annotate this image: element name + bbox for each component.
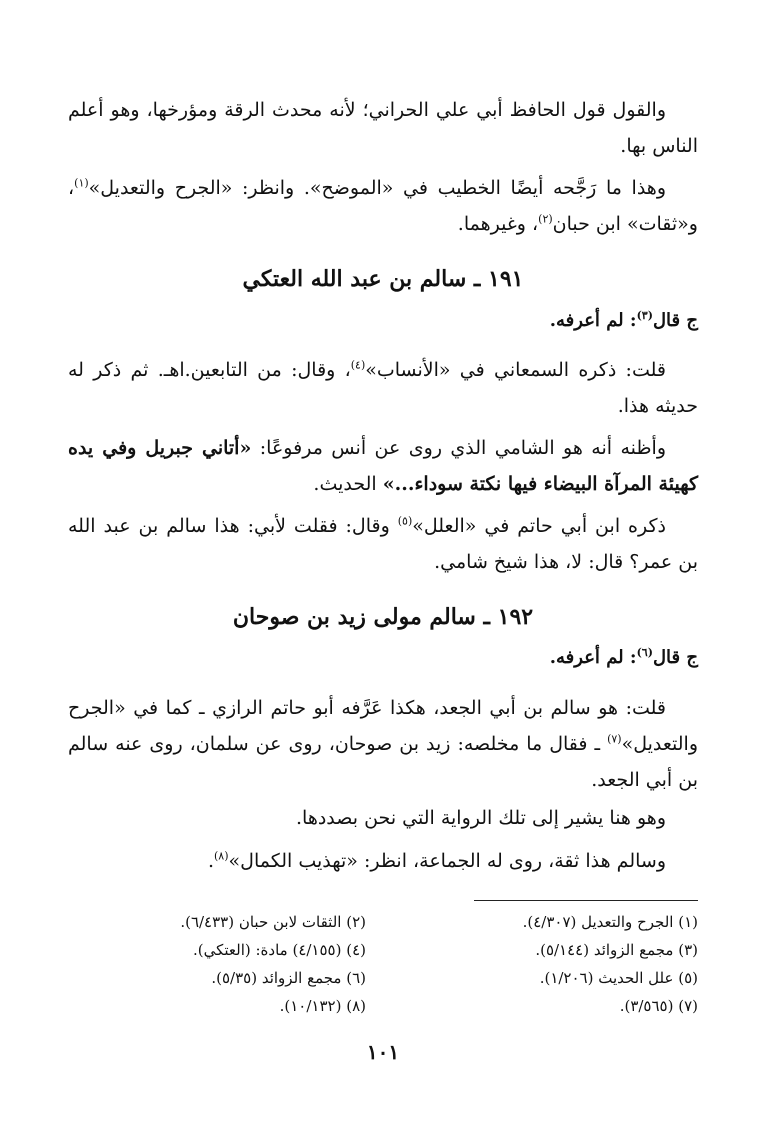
footnote-ref-6: (٦) <box>636 646 653 659</box>
entry-192-note-text: : لم أعرفه. <box>549 647 637 668</box>
footnote-8: (٨) (١٠/١٣٢). <box>279 997 366 1015</box>
paragraph-2-text-a: وهذا ما رَجَّحه أيضًا الخطيب في «الموضح». وانظر: «الجرح والتعديل» <box>88 177 666 199</box>
paragraph-4 <box>68 430 698 502</box>
paragraph-7: وهو هنا يشير إلى تلك الرواية التي نحن بصددها. <box>296 807 666 829</box>
paragraph-8-text-b: . <box>207 850 214 872</box>
page-number: ١٠١ <box>366 1040 400 1064</box>
entry-heading-191: ١٩١ ـ سالم بن عبد الله العتكي <box>242 266 524 292</box>
footnote-ref-7: (٧) <box>607 732 622 746</box>
entry-191-note-text: : لم أعرفه. <box>549 310 637 331</box>
paragraph-3-text-a: قلت: ذكره السمعاني في «الأنساب» <box>365 359 666 381</box>
entry-191-note <box>550 310 698 331</box>
paragraph-6 <box>68 690 698 798</box>
paragraph-2 <box>68 170 698 242</box>
footnote-ref-4: (٤) <box>350 358 366 372</box>
hadith-quote: «أتاني جبريل وفي يده كهيئة المرآة البيضاء فيها نكتة سوداء...» <box>68 437 698 495</box>
paragraph-1: والقول قول الحافظ أبي علي الحراني؛ لأنه محدث الرقة ومؤرخها، وهو أعلم الناس بها. <box>68 99 698 157</box>
paragraph-4-text-c: الحديث. <box>313 473 383 495</box>
paragraph-8 <box>68 843 698 879</box>
footnote-ref-1: (١) <box>74 176 89 190</box>
footnote-ref-3: (٣) <box>636 309 653 322</box>
footnote-divider <box>474 900 698 901</box>
footnote-ref-2: (٢) <box>538 212 553 226</box>
footnote-ref-5: (٥) <box>397 514 413 528</box>
entry-192-note-label: ج قال <box>652 647 698 668</box>
paragraph-4-text-a: وأظنه أنه هو الشامي الذي روى عن أنس مرفوعًا: <box>251 437 666 459</box>
paragraph-3 <box>68 352 698 424</box>
footnote-ref-8: (٨) <box>214 849 229 863</box>
paragraph-5-text-a: ذكره ابن أبي حاتم في «العلل» <box>412 515 667 537</box>
footnote-6: (٦) مجمع الزوائد (٥/٣٥). <box>211 969 366 987</box>
entry-192-note <box>550 647 698 668</box>
paragraph-2-text-b: ، و«ثقات» ابن حبان <box>68 177 698 235</box>
paragraph-2-text-c: ، وغيرهما. <box>457 213 539 235</box>
footnote-4: (٤) (٤/١٥٥) مادة: (العتكي). <box>192 941 366 959</box>
entry-191-note-label: ج قال <box>652 310 698 331</box>
paragraph-8-text-a: وسالم هذا ثقة، روى له الجماعة، انظر: «تهذيب الكمال» <box>228 850 666 872</box>
paragraph-5-text-b: وقال: فقلت لأبي: هذا سالم بن عبد الله بن عمر؟ قال: لا، هذا شيخ شامي. <box>68 515 698 573</box>
footnote-3: (٣) مجمع الزوائد (٥/١٤٤). <box>535 941 698 959</box>
footnote-5: (٥) علل الحديث (١/٢٠٦). <box>539 969 698 987</box>
paragraph-3-text-b: ، وقال: من التابعين.اهـ. ثم ذكر له حديثه هذا. <box>68 359 698 417</box>
footnote-7: (٧) (٣/٥٦٥). <box>619 997 698 1015</box>
footnote-1: (١) الجرح والتعديل (٤/٣٠٧). <box>522 913 698 931</box>
footnote-2: (٢) الثقات لابن حبان (٦/٤٣٣). <box>180 913 366 931</box>
paragraph-6-text-a: قلت: هو سالم بن أبي الجعد، هكذا عَرَّفه أبو حاتم الرازي ـ كما في «الجرح والتعديل» <box>68 697 698 755</box>
paragraph-5 <box>68 508 698 580</box>
paragraph-6-text-b: ـ فقال ما مخلصه: زيد بن صوحان، روى عن سلمان، روى عنه سالم بن أبي الجعد. <box>68 733 698 791</box>
entry-heading-192: ١٩٢ ـ سالم مولى زيد بن صوحان <box>232 604 534 630</box>
